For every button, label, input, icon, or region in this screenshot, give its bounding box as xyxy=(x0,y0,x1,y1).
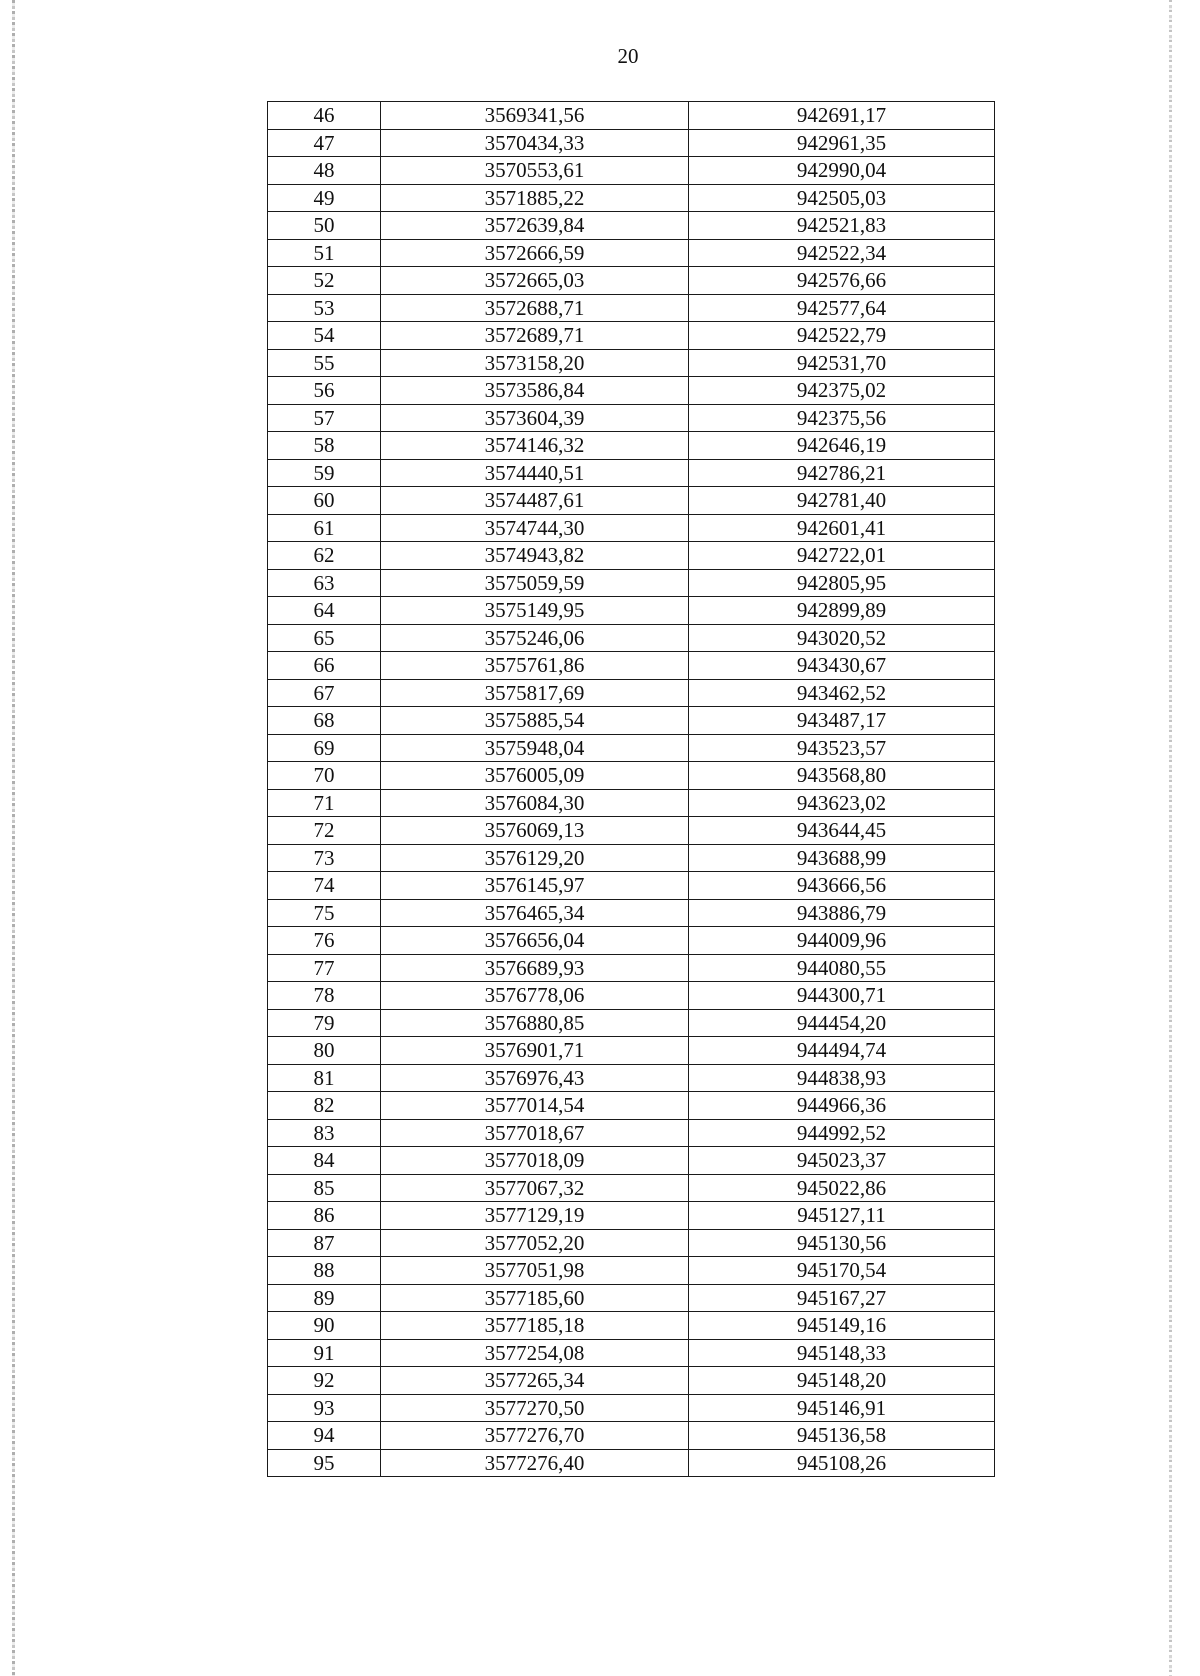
y-coordinate-cell: 945023,37 xyxy=(689,1147,995,1175)
x-coordinate-cell: 3576901,71 xyxy=(381,1037,689,1065)
table-row xyxy=(268,1257,995,1285)
point-number-cell: 92 xyxy=(268,1367,381,1395)
x-coordinate-cell: 3572665,03 xyxy=(381,267,689,295)
x-coordinate-cell: 3577265,34 xyxy=(381,1367,689,1395)
table-row xyxy=(268,1147,995,1175)
x-coordinate-cell: 3576656,04 xyxy=(381,927,689,955)
x-coordinate-cell: 3575761,86 xyxy=(381,652,689,680)
table-row xyxy=(268,1339,995,1367)
table-row xyxy=(268,734,995,762)
y-coordinate-cell: 945108,26 xyxy=(689,1449,995,1477)
table-row xyxy=(268,982,995,1010)
table-row xyxy=(268,267,995,295)
y-coordinate-cell: 942646,19 xyxy=(689,432,995,460)
y-coordinate-cell: 945136,58 xyxy=(689,1422,995,1450)
table-row xyxy=(268,1202,995,1230)
y-coordinate-cell: 942522,34 xyxy=(689,239,995,267)
x-coordinate-cell: 3574146,32 xyxy=(381,432,689,460)
point-number-cell: 87 xyxy=(268,1229,381,1257)
point-number-cell: 91 xyxy=(268,1339,381,1367)
x-coordinate-cell: 3574943,82 xyxy=(381,542,689,570)
y-coordinate-cell: 945127,11 xyxy=(689,1202,995,1230)
y-coordinate-cell: 942786,21 xyxy=(689,459,995,487)
table-row xyxy=(268,294,995,322)
table-row xyxy=(268,487,995,515)
table-row xyxy=(268,624,995,652)
point-number-cell: 76 xyxy=(268,927,381,955)
x-coordinate-cell: 3571885,22 xyxy=(381,184,689,212)
y-coordinate-cell: 945148,33 xyxy=(689,1339,995,1367)
y-coordinate-cell: 943568,80 xyxy=(689,762,995,790)
coordinates-table xyxy=(267,101,995,1477)
y-coordinate-cell: 945022,86 xyxy=(689,1174,995,1202)
table-row xyxy=(268,157,995,185)
y-coordinate-cell: 942505,03 xyxy=(689,184,995,212)
point-number-cell: 52 xyxy=(268,267,381,295)
x-coordinate-cell: 3575246,06 xyxy=(381,624,689,652)
point-number-cell: 66 xyxy=(268,652,381,680)
point-number-cell: 71 xyxy=(268,789,381,817)
table-row xyxy=(268,1422,995,1450)
y-coordinate-cell: 943666,56 xyxy=(689,872,995,900)
x-coordinate-cell: 3577052,20 xyxy=(381,1229,689,1257)
table-row xyxy=(268,102,995,130)
point-number-cell: 90 xyxy=(268,1312,381,1340)
point-number-cell: 49 xyxy=(268,184,381,212)
x-coordinate-cell: 3576145,97 xyxy=(381,872,689,900)
scan-edge-left xyxy=(12,0,15,1676)
y-coordinate-cell: 942577,64 xyxy=(689,294,995,322)
x-coordinate-cell: 3576005,09 xyxy=(381,762,689,790)
table-row xyxy=(268,569,995,597)
y-coordinate-cell: 944494,74 xyxy=(689,1037,995,1065)
table-row xyxy=(268,212,995,240)
x-coordinate-cell: 3577276,70 xyxy=(381,1422,689,1450)
y-coordinate-cell: 944966,36 xyxy=(689,1092,995,1120)
table-row xyxy=(268,844,995,872)
point-number-cell: 61 xyxy=(268,514,381,542)
table-row xyxy=(268,1064,995,1092)
point-number-cell: 83 xyxy=(268,1119,381,1147)
point-number-cell: 64 xyxy=(268,597,381,625)
x-coordinate-cell: 3577185,60 xyxy=(381,1284,689,1312)
y-coordinate-cell: 945146,91 xyxy=(689,1394,995,1422)
table-row xyxy=(268,1092,995,1120)
y-coordinate-cell: 945170,54 xyxy=(689,1257,995,1285)
x-coordinate-cell: 3574440,51 xyxy=(381,459,689,487)
x-coordinate-cell: 3572639,84 xyxy=(381,212,689,240)
y-coordinate-cell: 942781,40 xyxy=(689,487,995,515)
table-row xyxy=(268,899,995,927)
coordinates-table-body xyxy=(268,102,995,1477)
table-row xyxy=(268,1284,995,1312)
table-row xyxy=(268,1009,995,1037)
point-number-cell: 72 xyxy=(268,817,381,845)
point-number-cell: 47 xyxy=(268,129,381,157)
x-coordinate-cell: 3576880,85 xyxy=(381,1009,689,1037)
table-row xyxy=(268,459,995,487)
table-row xyxy=(268,184,995,212)
table-row xyxy=(268,1394,995,1422)
y-coordinate-cell: 942961,35 xyxy=(689,129,995,157)
point-number-cell: 55 xyxy=(268,349,381,377)
x-coordinate-cell: 3577270,50 xyxy=(381,1394,689,1422)
point-number-cell: 73 xyxy=(268,844,381,872)
y-coordinate-cell: 942899,89 xyxy=(689,597,995,625)
table-row xyxy=(268,679,995,707)
point-number-cell: 56 xyxy=(268,377,381,405)
table-row xyxy=(268,1449,995,1477)
x-coordinate-cell: 3573604,39 xyxy=(381,404,689,432)
x-coordinate-cell: 3573158,20 xyxy=(381,349,689,377)
point-number-cell: 59 xyxy=(268,459,381,487)
x-coordinate-cell: 3577276,40 xyxy=(381,1449,689,1477)
table-row xyxy=(268,377,995,405)
y-coordinate-cell: 942805,95 xyxy=(689,569,995,597)
table-row xyxy=(268,349,995,377)
y-coordinate-cell: 942691,17 xyxy=(689,102,995,130)
y-coordinate-cell: 942576,66 xyxy=(689,267,995,295)
y-coordinate-cell: 943523,57 xyxy=(689,734,995,762)
x-coordinate-cell: 3570553,61 xyxy=(381,157,689,185)
point-number-cell: 78 xyxy=(268,982,381,1010)
x-coordinate-cell: 3572688,71 xyxy=(381,294,689,322)
x-coordinate-cell: 3577051,98 xyxy=(381,1257,689,1285)
x-coordinate-cell: 3569341,56 xyxy=(381,102,689,130)
y-coordinate-cell: 942375,02 xyxy=(689,377,995,405)
page-number: 20 xyxy=(617,44,639,68)
point-number-cell: 93 xyxy=(268,1394,381,1422)
y-coordinate-cell: 943644,45 xyxy=(689,817,995,845)
y-coordinate-cell: 943623,02 xyxy=(689,789,995,817)
table-row xyxy=(268,762,995,790)
x-coordinate-cell: 3577014,54 xyxy=(381,1092,689,1120)
point-number-cell: 75 xyxy=(268,899,381,927)
x-coordinate-cell: 3577067,32 xyxy=(381,1174,689,1202)
x-coordinate-cell: 3576129,20 xyxy=(381,844,689,872)
point-number-cell: 67 xyxy=(268,679,381,707)
table-row xyxy=(268,1119,995,1147)
table-row xyxy=(268,322,995,350)
y-coordinate-cell: 944300,71 xyxy=(689,982,995,1010)
point-number-cell: 89 xyxy=(268,1284,381,1312)
y-coordinate-cell: 942521,83 xyxy=(689,212,995,240)
point-number-cell: 54 xyxy=(268,322,381,350)
table-row xyxy=(268,652,995,680)
x-coordinate-cell: 3576976,43 xyxy=(381,1064,689,1092)
table-row xyxy=(268,432,995,460)
point-number-cell: 48 xyxy=(268,157,381,185)
x-coordinate-cell: 3573586,84 xyxy=(381,377,689,405)
point-number-cell: 53 xyxy=(268,294,381,322)
x-coordinate-cell: 3572666,59 xyxy=(381,239,689,267)
point-number-cell: 60 xyxy=(268,487,381,515)
point-number-cell: 46 xyxy=(268,102,381,130)
table-row xyxy=(268,1229,995,1257)
table-row xyxy=(268,1367,995,1395)
y-coordinate-cell: 944838,93 xyxy=(689,1064,995,1092)
point-number-cell: 88 xyxy=(268,1257,381,1285)
x-coordinate-cell: 3576689,93 xyxy=(381,954,689,982)
y-coordinate-cell: 942722,01 xyxy=(689,542,995,570)
point-number-cell: 57 xyxy=(268,404,381,432)
x-coordinate-cell: 3574744,30 xyxy=(381,514,689,542)
y-coordinate-cell: 945149,16 xyxy=(689,1312,995,1340)
x-coordinate-cell: 3576465,34 xyxy=(381,899,689,927)
table-row xyxy=(268,597,995,625)
x-coordinate-cell: 3577185,18 xyxy=(381,1312,689,1340)
table-row xyxy=(268,707,995,735)
x-coordinate-cell: 3575948,04 xyxy=(381,734,689,762)
y-coordinate-cell: 942990,04 xyxy=(689,157,995,185)
point-number-cell: 79 xyxy=(268,1009,381,1037)
y-coordinate-cell: 942375,56 xyxy=(689,404,995,432)
table-row xyxy=(268,129,995,157)
y-coordinate-cell: 944080,55 xyxy=(689,954,995,982)
y-coordinate-cell: 944009,96 xyxy=(689,927,995,955)
y-coordinate-cell: 944454,20 xyxy=(689,1009,995,1037)
x-coordinate-cell: 3570434,33 xyxy=(381,129,689,157)
y-coordinate-cell: 944992,52 xyxy=(689,1119,995,1147)
x-coordinate-cell: 3575885,54 xyxy=(381,707,689,735)
y-coordinate-cell: 942531,70 xyxy=(689,349,995,377)
scan-edge-right xyxy=(1169,0,1172,1676)
table-row xyxy=(268,1312,995,1340)
y-coordinate-cell: 942522,79 xyxy=(689,322,995,350)
table-row xyxy=(268,404,995,432)
point-number-cell: 65 xyxy=(268,624,381,652)
x-coordinate-cell: 3576778,06 xyxy=(381,982,689,1010)
y-coordinate-cell: 945130,56 xyxy=(689,1229,995,1257)
point-number-cell: 85 xyxy=(268,1174,381,1202)
x-coordinate-cell: 3574487,61 xyxy=(381,487,689,515)
point-number-cell: 95 xyxy=(268,1449,381,1477)
y-coordinate-cell: 945167,27 xyxy=(689,1284,995,1312)
y-coordinate-cell: 943430,67 xyxy=(689,652,995,680)
table-row xyxy=(268,872,995,900)
point-number-cell: 81 xyxy=(268,1064,381,1092)
y-coordinate-cell: 943688,99 xyxy=(689,844,995,872)
point-number-cell: 69 xyxy=(268,734,381,762)
point-number-cell: 63 xyxy=(268,569,381,597)
point-number-cell: 51 xyxy=(268,239,381,267)
x-coordinate-cell: 3572689,71 xyxy=(381,322,689,350)
y-coordinate-cell: 943020,52 xyxy=(689,624,995,652)
point-number-cell: 77 xyxy=(268,954,381,982)
point-number-cell: 86 xyxy=(268,1202,381,1230)
y-coordinate-cell: 943462,52 xyxy=(689,679,995,707)
table-row xyxy=(268,239,995,267)
table-row xyxy=(268,514,995,542)
table-row xyxy=(268,954,995,982)
table-row xyxy=(268,1037,995,1065)
y-coordinate-cell: 945148,20 xyxy=(689,1367,995,1395)
y-coordinate-cell: 943886,79 xyxy=(689,899,995,927)
point-number-cell: 50 xyxy=(268,212,381,240)
point-number-cell: 70 xyxy=(268,762,381,790)
x-coordinate-cell: 3575149,95 xyxy=(381,597,689,625)
point-number-cell: 62 xyxy=(268,542,381,570)
point-number-cell: 68 xyxy=(268,707,381,735)
point-number-cell: 80 xyxy=(268,1037,381,1065)
table-row xyxy=(268,1174,995,1202)
x-coordinate-cell: 3577018,09 xyxy=(381,1147,689,1175)
point-number-cell: 58 xyxy=(268,432,381,460)
x-coordinate-cell: 3576084,30 xyxy=(381,789,689,817)
x-coordinate-cell: 3577254,08 xyxy=(381,1339,689,1367)
x-coordinate-cell: 3577018,67 xyxy=(381,1119,689,1147)
table-row xyxy=(268,542,995,570)
point-number-cell: 94 xyxy=(268,1422,381,1450)
x-coordinate-cell: 3576069,13 xyxy=(381,817,689,845)
table-row xyxy=(268,817,995,845)
y-coordinate-cell: 942601,41 xyxy=(689,514,995,542)
point-number-cell: 74 xyxy=(268,872,381,900)
table-row xyxy=(268,927,995,955)
y-coordinate-cell: 943487,17 xyxy=(689,707,995,735)
table-row xyxy=(268,789,995,817)
x-coordinate-cell: 3575817,69 xyxy=(381,679,689,707)
point-number-cell: 82 xyxy=(268,1092,381,1120)
x-coordinate-cell: 3575059,59 xyxy=(381,569,689,597)
x-coordinate-cell: 3577129,19 xyxy=(381,1202,689,1230)
point-number-cell: 84 xyxy=(268,1147,381,1175)
